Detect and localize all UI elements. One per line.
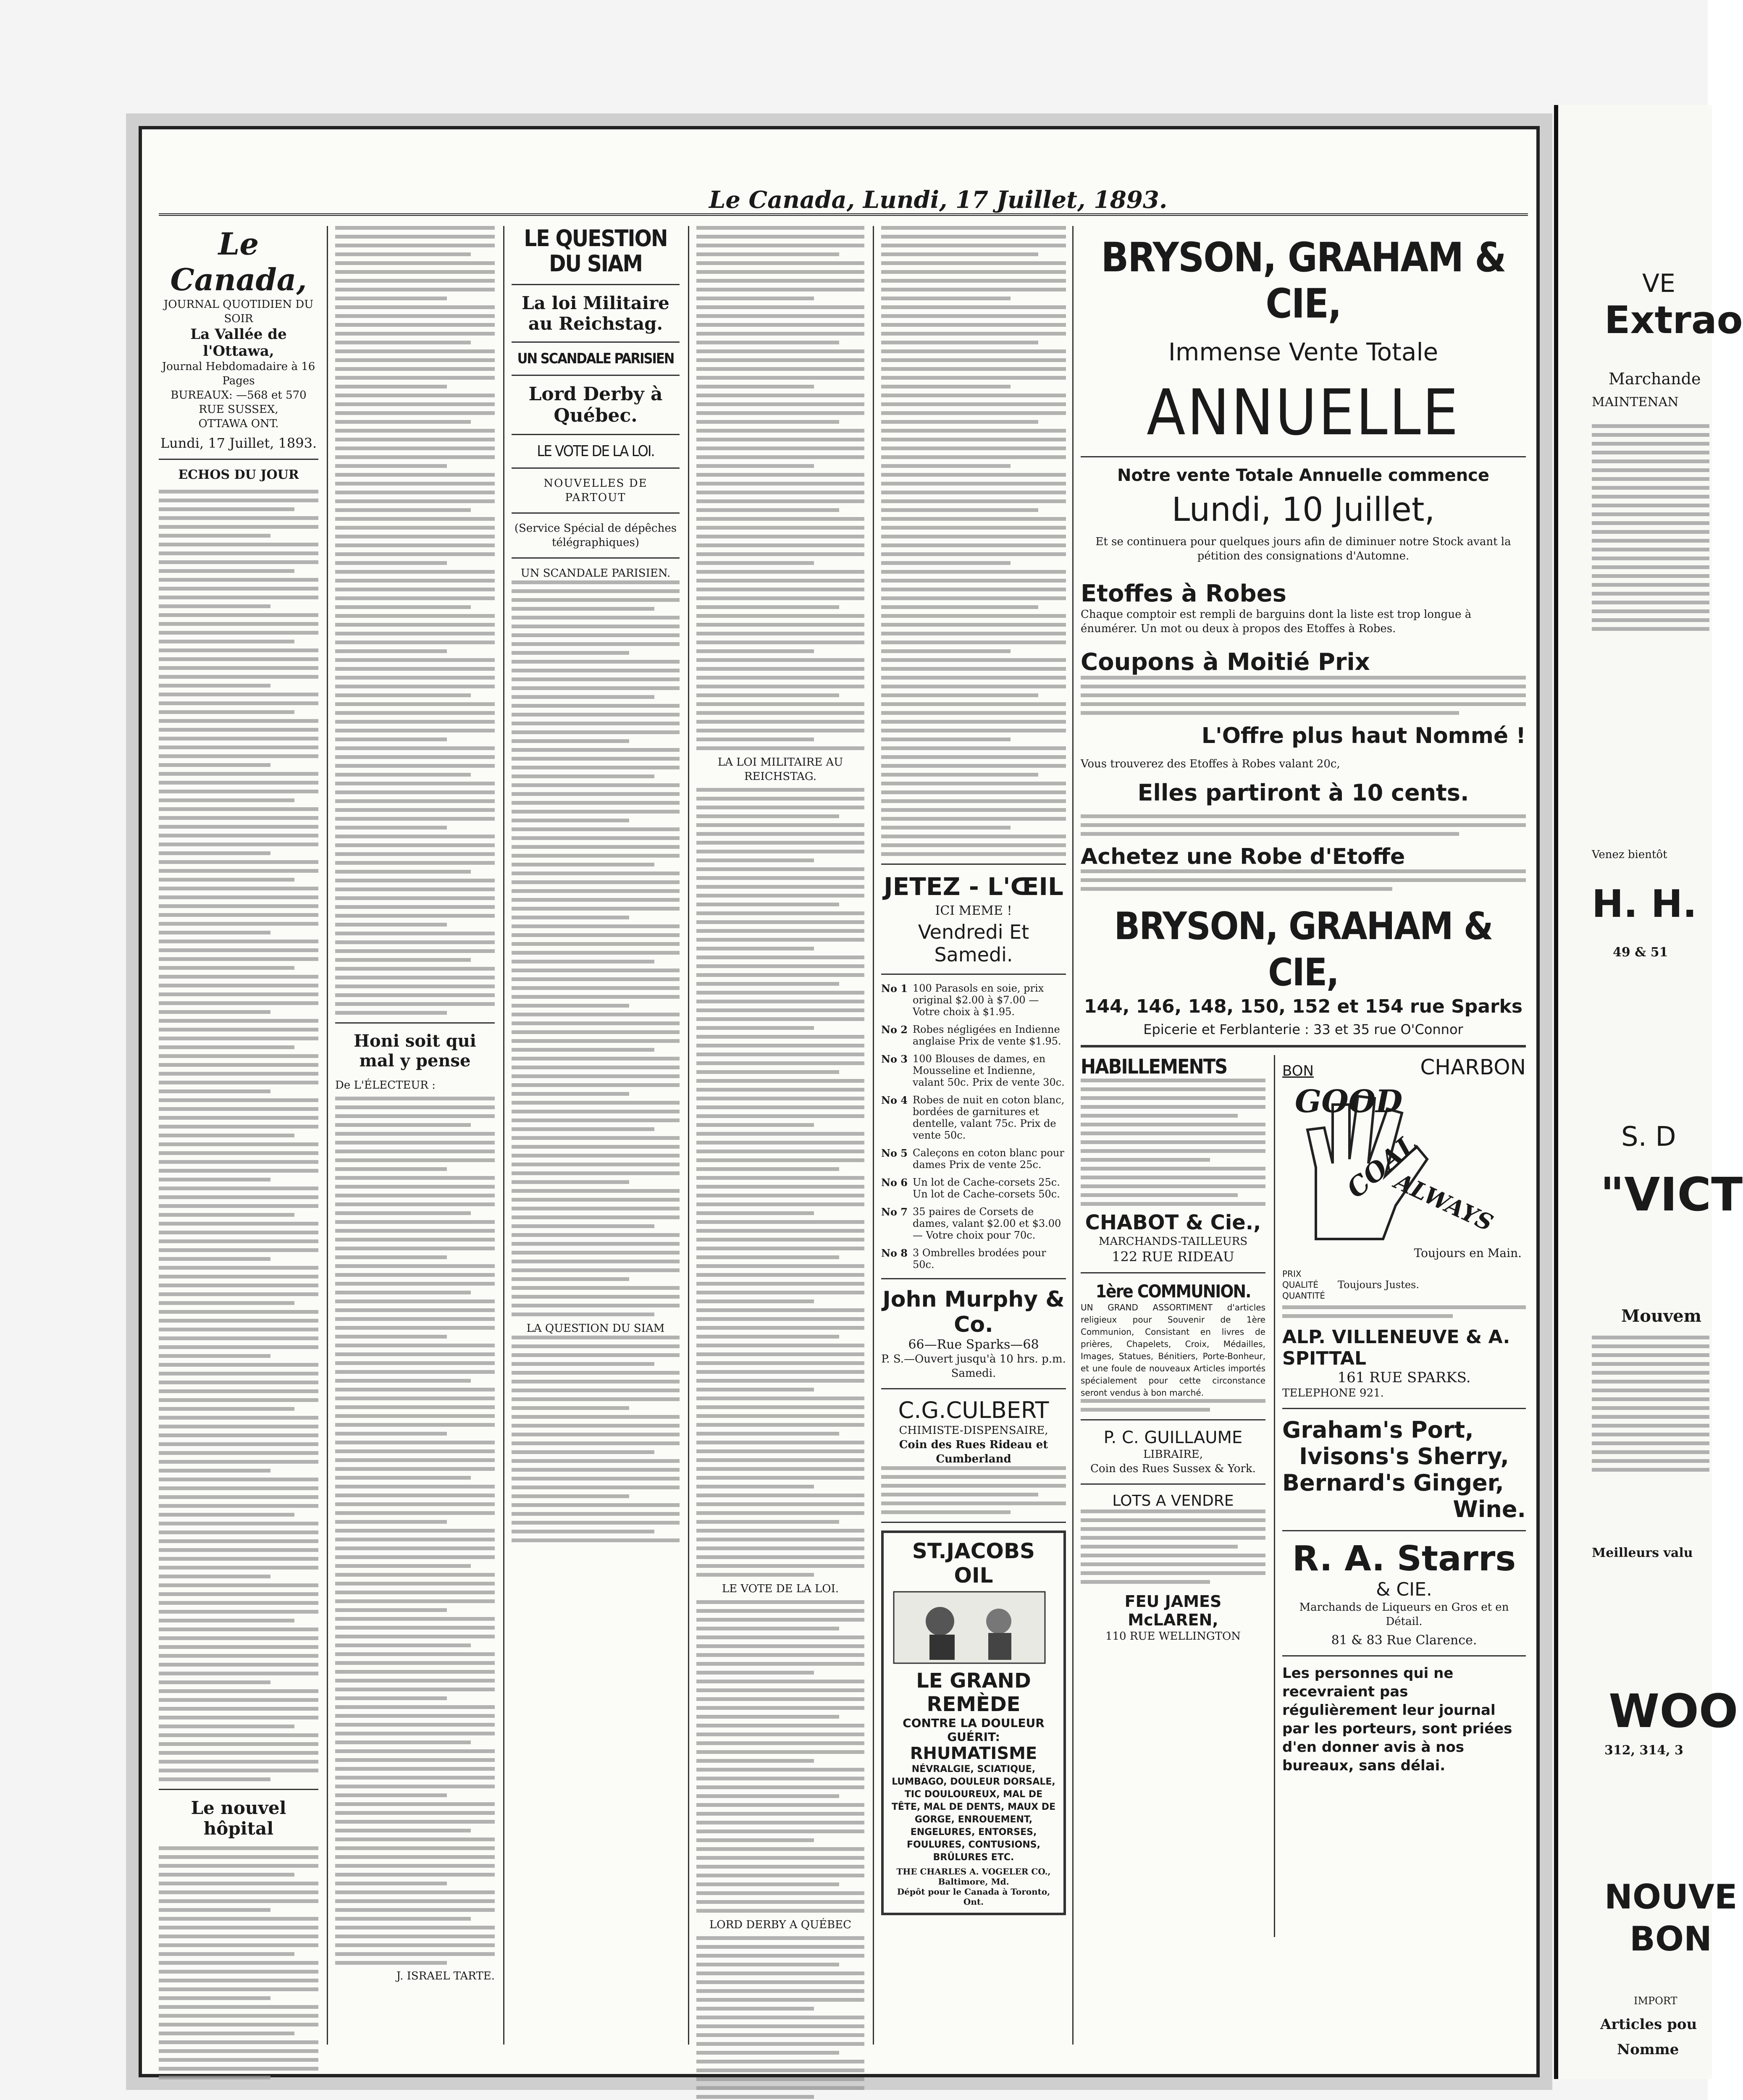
notre-vente: Notre vente Totale Annuelle commence (1117, 466, 1490, 485)
lower-left-ads (1081, 1055, 1265, 1643)
scandale-text (512, 580, 680, 1316)
strip-ve: VE (1642, 269, 1675, 298)
strip-marchand: Marchande (1609, 370, 1701, 388)
column-4 (696, 226, 864, 2045)
quantite-label: QUANTITÉ (1282, 1291, 1325, 1301)
sale-item: No 2 Robes négligées en Indienne anglaise Prix de vente $1.95. (881, 1024, 1061, 1047)
lundi-date: Lundi, 10 Juillet, (1171, 491, 1435, 529)
bryson-address: 144, 146, 148, 150, 152 et 154 rue Sparks (1084, 996, 1523, 1017)
strip-text-1 (1592, 424, 1709, 636)
coupons-heading: Coupons à Moitié Prix (1081, 648, 1370, 676)
rideau: 122 RUE RIDEAU (1112, 1249, 1234, 1265)
contre-douleur: CONTRE LA DOULEUR (903, 1716, 1045, 1730)
paper-subtitle: JOURNAL QUOTIDIEN DU SOIR (163, 298, 314, 325)
section-honi: Honi soit qui mal y pense (354, 1031, 476, 1071)
annuelle: ANNUELLE (1147, 376, 1460, 449)
column-1 (159, 226, 318, 2045)
vote-text (696, 1600, 864, 1913)
liqueurs: Marchands de Liqueurs en Gros et en Détail. (1299, 1601, 1509, 1628)
guerit: GUÉRIT: (947, 1730, 1000, 1744)
strip-articles: Articles pou (1600, 2016, 1697, 2033)
villeneuve: ALP. VILLENEUVE & A. SPITTAL (1282, 1326, 1510, 1369)
newspaper-page (139, 126, 1540, 2077)
continue-text: Et se continuera pour quelques jours afin de diminuer notre Stock avant la pétition des consignations d'Automne. (1095, 536, 1511, 562)
toujours-main: Toujours en Main. (1414, 1246, 1522, 1260)
jetez-title: JETEZ - L'ŒIL (884, 872, 1063, 901)
murphy-name: John Murphy & Co. (882, 1287, 1065, 1337)
signature: J. ISRAEL TARTE. (396, 1970, 495, 1982)
guillaume: P. C. GUILLAUME (1103, 1428, 1243, 1447)
strip-nouve: NOUVE (1604, 1877, 1738, 1916)
etoffes-heading: Etoffes à Robes (1081, 580, 1286, 607)
st-jacobs-ad (881, 1530, 1066, 1915)
librairie: LIBRAIRE, (1143, 1448, 1203, 1461)
depot: Dépôt pour le Canada à Toronto, Ont. (897, 1887, 1050, 1907)
telephone: TELEPHONE 921. (1282, 1387, 1384, 1399)
culbert-address: Coin des Rues Rideau et Cumberland (899, 1438, 1048, 1465)
culbert-text (881, 1466, 1066, 1514)
column-3 (512, 226, 680, 2045)
col4-text-top (696, 226, 864, 750)
page-header (159, 184, 1528, 216)
col5-text-top (881, 226, 1066, 856)
days: Vendredi Et Samedi. (918, 921, 1029, 966)
sale-item: No 7 35 paires de Corsets de dames, valant $2.00 et $3.00 — Votre choix pour 70c. (881, 1206, 1061, 1241)
honi-text (335, 1097, 495, 1965)
assortiment: UN GRAND ASSORTIMENT d'articles religieux pour Souvenir de 1ère Communion, Consistant en livres de prières, Chapelets, Croix, Médailles, Images, Statues, Bénitiers, Porte-Bonheur, et une foule de nouveaux Articles importés spécialement pour cette circonstance seront vendus à bon marché. (1081, 1302, 1265, 1398)
strip-text-2 (1592, 1336, 1709, 1477)
paper-bureaux: BUREAUX: —568 et 570 RUE SUSSEX, (171, 389, 307, 416)
strip-vict: "VICT (1600, 1168, 1743, 1221)
siam-title: LE QUESTION DU SIAM (524, 225, 667, 277)
sale-item: No 5 Caleçons en coton blanc pour dames Prix de vente 25c. (881, 1147, 1064, 1171)
always-word: ALWAYS (1391, 1168, 1497, 1236)
sparks: 161 RUE SPARKS. (1337, 1369, 1471, 1386)
graham-port: Graham's Port, (1282, 1417, 1474, 1443)
sale-item: No 6 Un lot de Cache-corsets 25c. Un lot de Cache-corsets 50c. (881, 1176, 1060, 1200)
culbert-sub: CHIMISTE-DISPENSAIRE, (899, 1424, 1048, 1437)
strip-woo-addr: 312, 314, 3 (1604, 1743, 1683, 1758)
paper-weekly: Journal Hebdomadaire à 16 Pages (162, 360, 315, 387)
strip-sd: S. D (1621, 1121, 1676, 1152)
strip-maintenant: MAINTENAN (1592, 395, 1679, 410)
charbon-text (1282, 1305, 1526, 1318)
reichstag-text (696, 788, 864, 1577)
subhead-vote: LE VOTE DE LA LOI. (722, 1583, 839, 1595)
rhumatisme: RHUMATISME (910, 1744, 1037, 1763)
strip-addr: 49 & 51 (1613, 945, 1668, 960)
derby-text (696, 1936, 864, 2100)
feu-mclaren: FEU JAMES McLAREN, (1124, 1592, 1222, 1629)
headline-derby: Lord Derby à Québec. (528, 383, 663, 426)
sale-item: No 1 100 Parasols en soie, prix original $2.00 à $7.00 — Votre choix à $1.95. (881, 982, 1044, 1018)
subhead-reichstag: LA LOI MILITAIRE AU REICHSTAG. (717, 756, 843, 783)
achetez-heading: Achetez une Robe d'Etoffe (1081, 844, 1405, 869)
immense-vente: Immense Vente Totale (1168, 338, 1438, 366)
strip-woo: WOO (1609, 1684, 1738, 1738)
next-page-strip (1554, 105, 1743, 2079)
sale-item: No 3 100 Blouses de dames, en Mousseline et Indienne, valant 50c. Prix de vente 30c. (881, 1053, 1065, 1088)
bernard-ginger: Bernard's Ginger, (1282, 1470, 1504, 1496)
column-6 (1081, 226, 1526, 2045)
column-5 (881, 226, 1066, 2045)
lower-ads (1081, 1055, 1526, 1958)
bon-label: BON (1282, 1063, 1314, 1079)
subhead-scandale: UN SCANDALE PARISIEN. (520, 567, 671, 580)
echos-text (159, 490, 318, 1781)
vogeler: THE CHARLES A. VOGELER CO., Baltimore, Md. (896, 1866, 1051, 1887)
communion: 1ère COMMUNION. (1095, 1281, 1251, 1302)
chabot: CHABOT & Cie., (1085, 1211, 1261, 1234)
paper-date: Lundi, 17 Juillet, 1893. (160, 435, 317, 451)
jacobs-illustration-icon (890, 1588, 1049, 1667)
column-2 (335, 226, 495, 2045)
assortiment-more (1081, 1399, 1265, 1412)
headline-nouvelles: NOUVELLES DE PARTOUT (543, 477, 648, 504)
charbon-label: CHARBON (1420, 1055, 1526, 1079)
col2-text-top (335, 226, 495, 1015)
strip-venez: Venez bientôt (1592, 848, 1667, 861)
section-echos: ECHOS DU JOUR (178, 467, 299, 482)
guillaume-address: Coin des Rues Sussex & York. (1090, 1462, 1256, 1475)
murphy-address: 66—Rue Sparks—68 (908, 1337, 1039, 1352)
etoffes-text: Chaque comptoir est rempli de barguins dont la liste est trop longue à énumérer. Un mot ou deux à propos des Etoffes à Robes. (1081, 608, 1472, 635)
clarence: 81 & 83 Rue Clarence. (1331, 1633, 1477, 1648)
toujours-justes: Toujours Justes. (1338, 1279, 1420, 1291)
sale-item: No 4 Robes de nuit en coton blanc, bordées de garnitures et dentelle, valant 75c. Prix de vente 50c. (881, 1094, 1065, 1141)
wine: Wine. (1453, 1496, 1526, 1522)
strip-meilleurs: Meilleurs valu (1592, 1546, 1693, 1560)
siam-text (512, 1336, 680, 1542)
strip-extrao: Extrao (1604, 298, 1743, 342)
service-special: (Service Spécial de dépêches télégraphiques) (514, 522, 677, 549)
feu-address: 110 RUE WELLINGTON (1105, 1630, 1241, 1643)
electeur-label: De L'ÉLECTEUR : (335, 1079, 436, 1092)
murphy-ps: P. S.—Ouvert jusqu'à 10 hrs. p.m. Samedi. (881, 1353, 1066, 1380)
prix-box (1282, 1268, 1526, 1301)
ivison-sherry: Ivisons's Sherry, (1299, 1443, 1509, 1470)
vous-trouverez: Vous trouverez des Etoffes à Robes valant 20c, (1081, 758, 1340, 770)
habillements: HABILLEMENTS (1081, 1055, 1227, 1079)
section-hopital: Le nouvel hôpital (191, 1798, 286, 1839)
headline-scandale: UN SCANDALE PARISIEN (517, 350, 674, 367)
lots-vendre: LOTS A VENDRE (1112, 1492, 1234, 1509)
starrs-cie: & CIE. (1376, 1579, 1432, 1600)
bryson-title: BRYSON, GRAHAM & CIE, (1101, 234, 1506, 327)
strip-mouvem: Mouvem (1621, 1306, 1702, 1326)
habillements-text (1081, 1079, 1265, 1206)
personnes-notice: Les personnes qui ne recevraient pas régulièrement leur journal par les porteurs, sont priées d'en donner avis à nos bureaux, sans délai. (1282, 1665, 1512, 1774)
marchands-tailleurs: MARCHANDS-TAILLEURS (1098, 1235, 1248, 1248)
jacobs-title: ST.JACOBS OIL (912, 1539, 1035, 1588)
prix-text (1081, 814, 1526, 836)
strip-nomme: Nomme (1617, 2041, 1679, 2058)
paper-city: OTTAWA ONT. (198, 417, 279, 430)
charbon-ad (1282, 1079, 1526, 1264)
ailments: NÉVRALGIE, SCIATIQUE, LUMBAGO, DOULEUR DORSALE, TIC DOULOUREUX, MAL DE TÊTE, MAL DE DENTS, MAUX DE GORGE, ENROUEMENT, ENGELURES, ENTORSES, FOULURES, CONTUSIONS, BRÛLURES ETC. (891, 1764, 1056, 1863)
strip-bon: BON (1630, 1919, 1712, 1958)
epicerie: Epicerie et Ferblanterie : 33 et 35 rue O'Connor (1143, 1021, 1463, 1037)
coal-word: COAL (1341, 1128, 1423, 1205)
culbert-name: C.G.CULBERT (898, 1397, 1049, 1423)
header-title: Le Canada, Lundi, 17 Juillet, 1893. (709, 186, 1168, 214)
hopital-text (159, 1846, 318, 2079)
elles-partiront: Elles partiront à 10 cents. (1137, 780, 1469, 806)
starrs: R. A. Starrs (1292, 1539, 1516, 1579)
coupons-text (1081, 676, 1526, 715)
subhead-siam: LA QUESTION DU SIAM (526, 1322, 665, 1335)
paper-title: Le Canada, (170, 226, 307, 297)
ici-meme: ICI MEME ! (935, 903, 1012, 918)
headline-vote: LE VOTE DE LA LOI. (537, 443, 654, 460)
qualite-label: QUALITÉ (1282, 1280, 1318, 1290)
bryson-footer: BRYSON, GRAHAM & CIE, (1114, 904, 1493, 995)
strip-import: IMPORT (1634, 1995, 1677, 2007)
lots-text (1081, 1509, 1265, 1584)
offre-heading: L'Offre plus haut Nommé ! (1201, 723, 1526, 748)
headline-reichstag: La loi Militaire au Reichstag. (522, 293, 669, 334)
achetez-text (1081, 869, 1526, 891)
sale-item: No 8 3 Ombrelles brodées pour 50c. (881, 1247, 1046, 1270)
sale-items (881, 982, 1066, 1270)
grand-remede: LE GRAND REMÈDE (916, 1669, 1031, 1716)
strip-hh: H. H. (1592, 882, 1697, 926)
lower-right-ads (1282, 1055, 1526, 1775)
good-word: GOOD (1295, 1084, 1403, 1120)
charbon-header (1282, 1055, 1526, 1079)
paper-region: La Vallée de l'Ottawa, (190, 326, 287, 360)
subhead-derby: LORD DERBY A QUÉBEC (709, 1919, 851, 1931)
prix-label: PRIX (1282, 1269, 1302, 1279)
